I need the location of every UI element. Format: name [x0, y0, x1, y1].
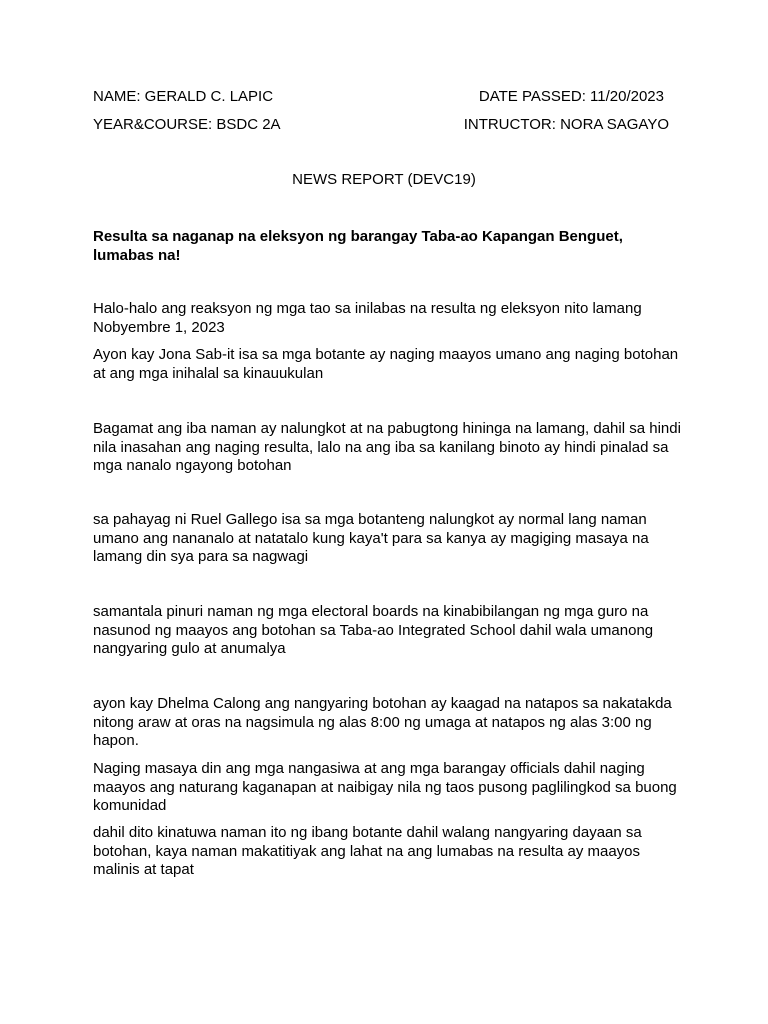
paragraph: Bagamat ang iba naman ay nalungkot at na pabugtong hininga na lamang, dahil sa hindi nila inasahan ang naging resulta, lalo na ang iba sa kanilang binoto ay hindi pinalad sa mga nanalo ngayong botohan [93, 420, 681, 474]
paragraph: ayon kay Dhelma Calong ang nangyaring botohan ay kaagad na natapos sa nakatakda nitong araw at oras na nagsimula ng alas 8:00 ng umaga at natapos ng alas 3:00 ng hapon. [93, 695, 672, 749]
year-course: YEAR&COURSE: BSDC 2A [93, 116, 281, 133]
paragraph: Naging masaya din ang mga nangasiwa at ang mga barangay officials dahil naging maayos ang naturang kaganapan at naibigay nila ng taos pusong paglilingkod sa buong komunidad [93, 760, 677, 814]
report-label: NEWS REPORT (DEVC19) [292, 171, 476, 188]
paragraph: sa pahayag ni Ruel Gallego isa sa mga botanteng nalungkot ay normal lang naman umano ang nananalo at natatalo kung kaya't para sa kanya ay magiging masaya na lamang din sya para sa nagwagi [93, 511, 649, 565]
student-name: NAME: GERALD C. LAPIC [93, 88, 274, 105]
headline: Resulta sa naganap na eleksyon ng barangay Taba-ao Kapangan Benguet, lumabas na! [93, 228, 623, 264]
paragraph: Ayon kay Jona Sab-it isa sa mga botante ay naging maayos umano ang naging botohan at ang mga inihalal sa kinauukulan [93, 346, 679, 382]
paragraph: samantala pinuri naman ng mga electoral boards na kinabibilangan ng mga guro na nasunod ng maayos ang botohan sa Taba-ao Integrated School dahil wala umanong nangyaring gulo at anumalya [93, 603, 654, 657]
paragraph: dahil dito kinatuwa naman ito ng ibang botante dahil walang nangyaring dayaan sa botohan, kaya naman makatitiyak ang lahat na ang lumabas na resulta ay maayos malinis at tapat [93, 824, 642, 878]
date-passed: DATE PASSED: 11/20/2023 [478, 88, 664, 105]
instructor: INTRUCTOR: NORA SAGAYO [463, 116, 669, 133]
paragraph: Halo-halo ang reaksyon ng mga tao sa inilabas na resulta ng eleksyon nito lamang Nobyembre 1, 2023 [93, 300, 642, 336]
